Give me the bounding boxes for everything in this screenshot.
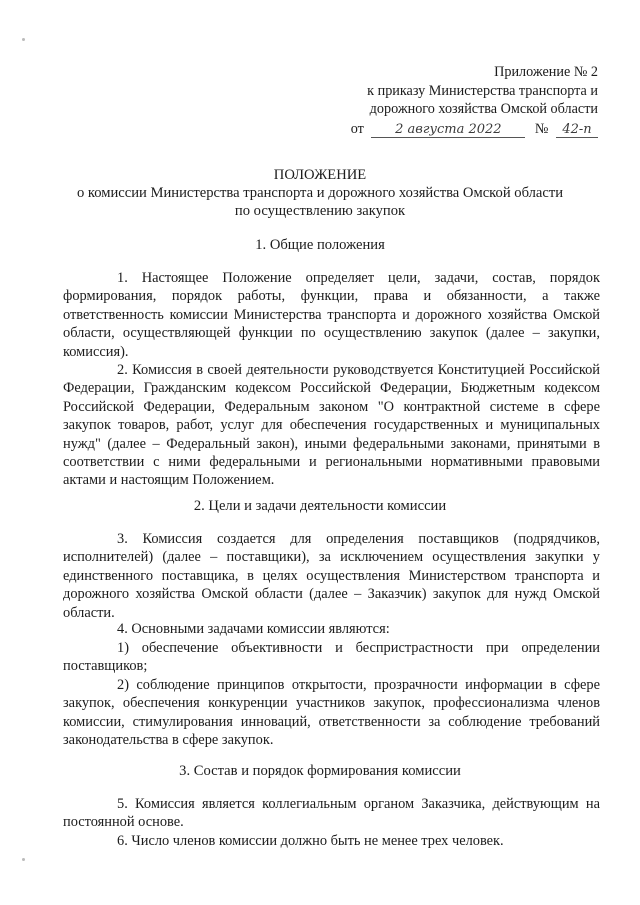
handwritten-order-number: 42-п xyxy=(556,122,598,138)
appendix-ministry: дорожного хозяйства Омской области xyxy=(369,101,598,117)
paragraph-4: 4. Основными задачами комиссии являются: xyxy=(117,621,390,637)
paragraph-6: 6. Число членов комиссии должно быть не менее трех человек. xyxy=(117,833,504,849)
paragraph-4-item-2: 2) соблюдение принципов открытости, прозрачности информации в сфере закупок, обеспечения конкуренции участников закупок, профессионализма членов комиссии, стимулирования инноваций, ответственности за соблюдение требований законодательства в сфере закупок. xyxy=(63,677,600,749)
appendix-header xyxy=(318,63,598,138)
title-subtitle-2: по осуществлению закупок xyxy=(234,203,406,219)
number-label: № xyxy=(534,120,549,137)
from-label: от xyxy=(350,120,364,137)
appendix-order-ref: к приказу Министерства транспорта и xyxy=(367,82,598,99)
appendix-number: Приложение № 2 xyxy=(494,64,598,80)
handwritten-date: 2 августа 2022 xyxy=(371,122,525,138)
paragraph-4-item-1: 1) обеспечение объективности и беспристрастности при определении поставщиков; xyxy=(63,640,600,675)
scan-speck xyxy=(22,38,25,41)
order-date-line xyxy=(318,120,598,139)
paragraph-3: 3. Комиссия создается для определения поставщиков (подрядчиков, исполнителей) (далее – поставщики), за исключением осуществления закупки у единственного поставщика, в целях осуществления Министерством транспорта и дорожного хозяйства Омской области (далее – Заказчик) закупок для нужд Омской области. xyxy=(63,531,600,621)
title-main: ПОЛОЖЕНИЕ xyxy=(273,167,367,183)
paragraph-2: 2. Комиссия в своей деятельности руководствуется Конституцией Российской Федерации, Гражданским кодексом Российской Федерации, Бюджетным кодексом Российской Федерации, Федеральным законом "О контрактной системе в сфере закупок товаров, работ, услуг для обеспечения государственных и муниципальных нужд" (далее – Федеральный закон), иными федеральными законами, принятыми в соответствии с ними федеральными и региональными нормативными правовыми актами и настоящим Положением. xyxy=(63,362,600,489)
section-heading-1: 1. Общие положения xyxy=(255,237,385,253)
document-title xyxy=(0,166,640,220)
section-heading-3: 3. Состав и порядок формирования комиссии xyxy=(179,763,461,779)
paragraph-5: 5. Комиссия является коллегиальным органом Заказчика, действующим на постоянной основе. xyxy=(63,796,600,831)
paragraph-1: 1. Настоящее Положение определяет цели, задачи, состав, порядок формирования, порядок работы, функции, права и обязанности, а также ответственность комиссии Министерства транспорта и дорожного хозяйства Омской области, осуществляющей функции по осуществлению закупок (далее – закупки, комиссия). xyxy=(63,270,600,360)
scan-speck xyxy=(22,858,25,861)
section-heading-2: 2. Цели и задачи деятельности комиссии xyxy=(193,498,447,514)
title-subtitle: о комиссии Министерства транспорта и дорожного хозяйства Омской области xyxy=(76,185,564,201)
